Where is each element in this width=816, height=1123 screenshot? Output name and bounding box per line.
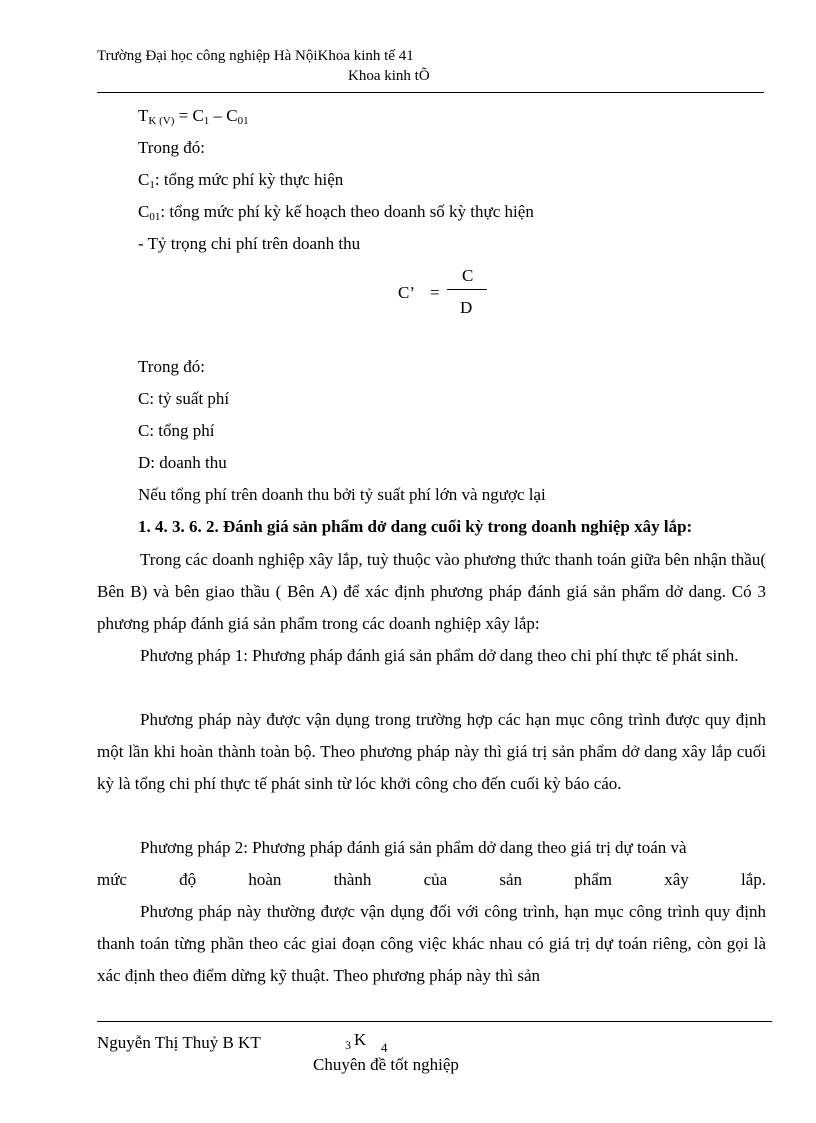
def-c1-text: : tổng mức phí kỳ thực hiện	[154, 170, 344, 189]
paragraph-2-text: Phương pháp 1: Phương pháp đánh giá sản phẩm dở dang theo chi phí thực tế phát sinh.	[140, 646, 739, 665]
formula-cprime-lhs: C’	[398, 283, 415, 302]
formula-minus: – C	[209, 106, 238, 125]
paragraph-5	[97, 896, 766, 992]
paragraph-1-text: Trong các doanh nghiệp xây lắp, tuỳ thuộc vào phương thức thanh toán giữa bên nhận thầu( Bên B) và bên giao thầu ( Bên A) để xác định phương pháp đánh giá sản phẩm dở dang. Có 3 phương pháp đánh giá sản phẩm trong các doanh nghiệp xây lắp:	[97, 550, 766, 633]
def-c1-subscript: 1	[149, 179, 155, 191]
formula-tk-symbol: T	[138, 106, 149, 125]
def-c: C: tổng phí	[138, 421, 215, 440]
paragraph-4a-text: Phương pháp 2: Phương pháp đánh giá sản phẩm dở dang theo giá trị dự toán và	[140, 838, 687, 857]
formula-tk-subscript: K (V)	[148, 115, 175, 127]
footer-code-sub: 3	[345, 1038, 351, 1052]
def-c01-text: : tổng mức phí kỳ kế hoạch theo doanh số kỳ thực hiện	[160, 202, 534, 221]
def-c01-symbol: C	[138, 202, 150, 221]
defs1-intro: Trong đó:	[138, 138, 205, 157]
def-d: D: doanh thu	[138, 453, 227, 472]
def-c01-subscript: 01	[149, 211, 161, 223]
formula-tk	[138, 106, 249, 127]
formula-cprime-equals: =	[430, 283, 440, 302]
section-heading: 1. 4. 3. 6. 2. Đánh giá sản phẩm dở dang cuối kỳ trong doanh nghiệp xây lắp:	[138, 517, 693, 536]
fraction-bar	[447, 289, 487, 290]
paragraph-2	[97, 640, 766, 672]
footer-title: Chuyên đề tốt nghiệp	[313, 1055, 459, 1074]
header-faculty: Khoa kinh tÕ	[348, 68, 430, 84]
def-cprime: C: tỷ suất phí	[138, 389, 230, 408]
def-c1-symbol: C	[138, 170, 150, 189]
ratio-label: - Tỷ trọng chi phí trên doanh thu	[138, 234, 361, 253]
paragraph-3	[97, 704, 766, 800]
formula-c1-subscript: 1	[203, 115, 210, 127]
header-school: Trường Đại học công nghiệp Hà NộiKhoa kinh tế 41	[97, 48, 414, 64]
footer-code-k: K	[354, 1030, 367, 1049]
formula-c01-subscript: 01	[237, 115, 249, 127]
formula-equals: = C	[174, 106, 204, 125]
note-ratio: Nếu tổng phí trên doanh thu bởi tỷ suất phí lớn và ngược lại	[138, 485, 546, 504]
footer-code-num: 4	[381, 1040, 388, 1055]
footer-author: Nguyễn Thị Thuỷ B KT	[97, 1033, 261, 1052]
defs2-intro: Trong đó:	[138, 357, 205, 376]
paragraph-5-text: Phương pháp này thường được vận dụng đối với công trình, hạn mục công trình quy định thanh toán từng phần theo các giai đoạn công việc khác nhau có giá trị dự toán riêng, còn gọi là xác định theo điểm dừng kỹ thuật. Theo phương pháp này thì sản	[97, 902, 766, 985]
paragraph-3-text: Phương pháp này được vận dụng trong trường hợp các hạn mục công trình được quy định một lần khi hoàn thành toàn bộ. Theo phương pháp này thì giá trị sản phẩm dở dang xây lắp cuối kỳ là tổng chi phí thực tế phát sinh từ lóc khởi công cho đến cuối kỳ báo cáo.	[97, 710, 766, 793]
def-c01	[138, 202, 534, 223]
fraction-numerator: C	[462, 266, 474, 285]
paragraph-4b: mức độ hoàn thành của sản phẩm xây lắp.	[97, 870, 766, 889]
footer-rule	[97, 1021, 772, 1022]
def-c1	[138, 170, 343, 191]
paragraph-4a	[97, 832, 766, 864]
header-rule	[97, 92, 764, 93]
paragraph-1	[97, 544, 766, 640]
fraction-denominator: D	[460, 298, 473, 317]
